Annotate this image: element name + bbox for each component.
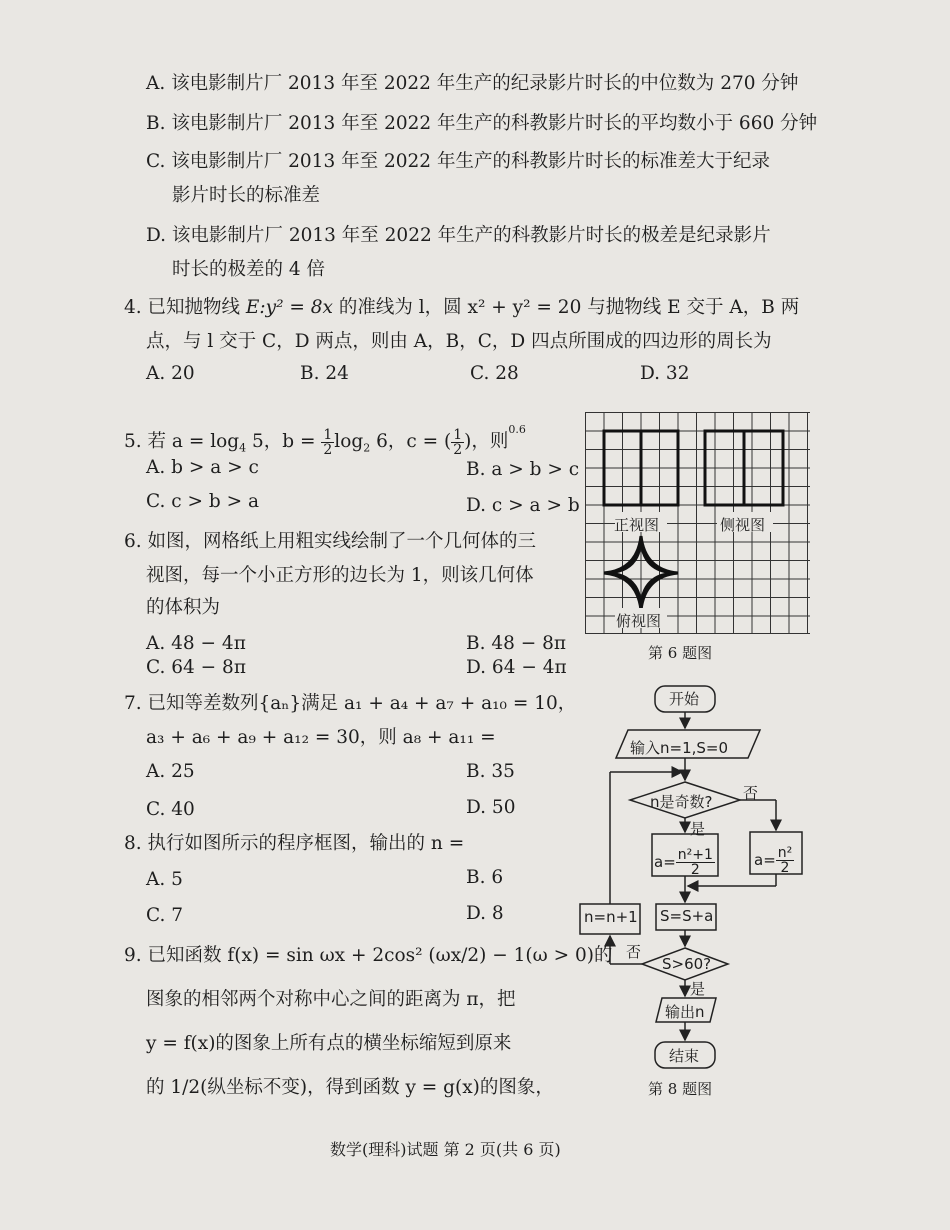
fig8-caption: 第 8 题图	[648, 1080, 713, 1098]
q3-option-a: A. 该电影制片厂 2013 年至 2022 年生产的纪录影片时长的中位数为 270 分钟	[146, 73, 799, 94]
q5-option-a: A. b > a > c	[146, 457, 259, 478]
q7-option-c: C. 40	[146, 799, 195, 820]
q6-option-b: B. 48 − 8π	[466, 633, 567, 654]
q9-stem-line1: 9. 已知函数 f(x) = sin ωx + 2cos² (ωx/2) − 1(ω > 0)的	[124, 945, 613, 966]
q6-stem-line2: 视图，每一个小正方形的边长为 1，则该几何体	[146, 565, 534, 586]
q8-option-b: B. 6	[466, 867, 504, 888]
q7-stem-line2: a₃ + a₆ + a₉ + a₁₂ = 30，则 a₈ + a₁₁ =	[146, 727, 496, 748]
fc-end-text: 结束	[669, 1047, 700, 1065]
q4-stem-line2: 点，与 l 交于 C，D 两点，则由 A，B，C，D 四点所围成的四边形的周长为	[146, 331, 772, 352]
fc-output-text: 输出n	[665, 1003, 705, 1021]
q3-option-d-cont: 时长的极差的 4 倍	[172, 259, 326, 280]
q4-option-b: B. 24	[300, 363, 349, 384]
q4-option-a: A. 20	[146, 363, 195, 384]
fc-input-text: 输入n=1,S=0	[630, 739, 729, 757]
top-view-label: 俯视图	[616, 612, 662, 630]
q8-option-a: A. 5	[146, 869, 183, 890]
fc-no-label-2: 否	[626, 943, 642, 961]
fig6-caption: 第 6 题图	[648, 644, 713, 662]
front-view-label: 正视图	[614, 516, 660, 534]
q4-option-c: C. 28	[470, 363, 519, 384]
q6-stem-line1: 6. 如图，网格纸上用粗实线绘制了一个几何体的三	[124, 531, 537, 552]
q9-stem-line3: y = f(x)的图象上所有点的横坐标缩短到原来	[146, 1033, 512, 1054]
fc-yes-label-1: 是	[690, 820, 706, 838]
q4-option-d: D. 32	[640, 363, 690, 384]
q6-option-c: C. 64 − 8π	[146, 657, 246, 678]
q8-option-c: C. 7	[146, 905, 184, 926]
fc-no-label-1: 否	[743, 784, 759, 802]
fc-increment-text: n=n+1	[584, 908, 638, 926]
fc-start-text: 开始	[669, 690, 700, 708]
fc-sum-text: S=S+a	[660, 907, 714, 925]
fc-cond1-text: n是奇数?	[650, 793, 713, 811]
q9-stem-line4: 的 1/2(纵坐标不变)，得到函数 y = g(x)的图象，	[146, 1077, 554, 1098]
q5-stem: 5. 若 $a = \log_4 5$，b = $\frac{1}{2}$ $\log_2 6$，c = ( $\frac{1}{2}$ )，则$^{0.6}$	[124, 423, 526, 458]
q5-option-d: D. c > a > b	[466, 495, 580, 516]
q8-option-d: D. 8	[466, 903, 504, 924]
q6-stem-line3: 的体积为	[146, 597, 221, 618]
q7-option-d: D. 50	[466, 797, 516, 818]
fc-odd-formula: a= $\frac{\text{n²+1}}{2}$	[654, 847, 713, 878]
q7-stem-line1: 7. 已知等差数列{aₙ}满足 a₁ + a₄ + a₇ + a₁₀ = 10，	[124, 693, 577, 714]
q9-stem-line2: 图象的相邻两个对称中心之间的距离为 π，把	[146, 989, 516, 1010]
q5-option-c: C. c > b > a	[146, 491, 260, 512]
q3-option-d: D. 该电影制片厂 2013 年至 2022 年生产的科教影片时长的极差是纪录影片	[146, 225, 771, 246]
fc-cond2-text: S>60?	[662, 955, 712, 973]
page-footer: 数学(理科)试题 第 2 页(共 6 页)	[330, 1140, 561, 1159]
fc-yes-label-2: 是	[690, 980, 706, 998]
q6-option-a: A. 48 − 4π	[146, 633, 246, 654]
q8-stem: 8. 执行如图所示的程序框图，输出的 n =	[124, 833, 465, 854]
q5-option-b: B. a > b > c	[466, 459, 580, 480]
q3-option-c: C. 该电影制片厂 2013 年至 2022 年生产的科教影片时长的标准差大于纪录	[146, 151, 770, 172]
q7-option-a: A. 25	[146, 761, 195, 782]
side-view-label: 侧视图	[720, 516, 766, 534]
q7-option-b: B. 35	[466, 761, 515, 782]
q4-stem-line1: 4. 已知抛物线 E:y² = 8x 的准线为 l，圆 x² + y² = 20 与抛物线 E 交于 A，B 两	[124, 297, 800, 318]
q3-option-b: B. 该电影制片厂 2013 年至 2022 年生产的科教影片时长的平均数小于 660 分钟	[146, 113, 818, 134]
q3-option-c-cont: 影片时长的标准差	[172, 185, 321, 206]
q6-option-d: D. 64 − 4π	[466, 657, 567, 678]
fc-even-formula: a= $\frac{\text{n²}}{2}$	[754, 845, 793, 876]
